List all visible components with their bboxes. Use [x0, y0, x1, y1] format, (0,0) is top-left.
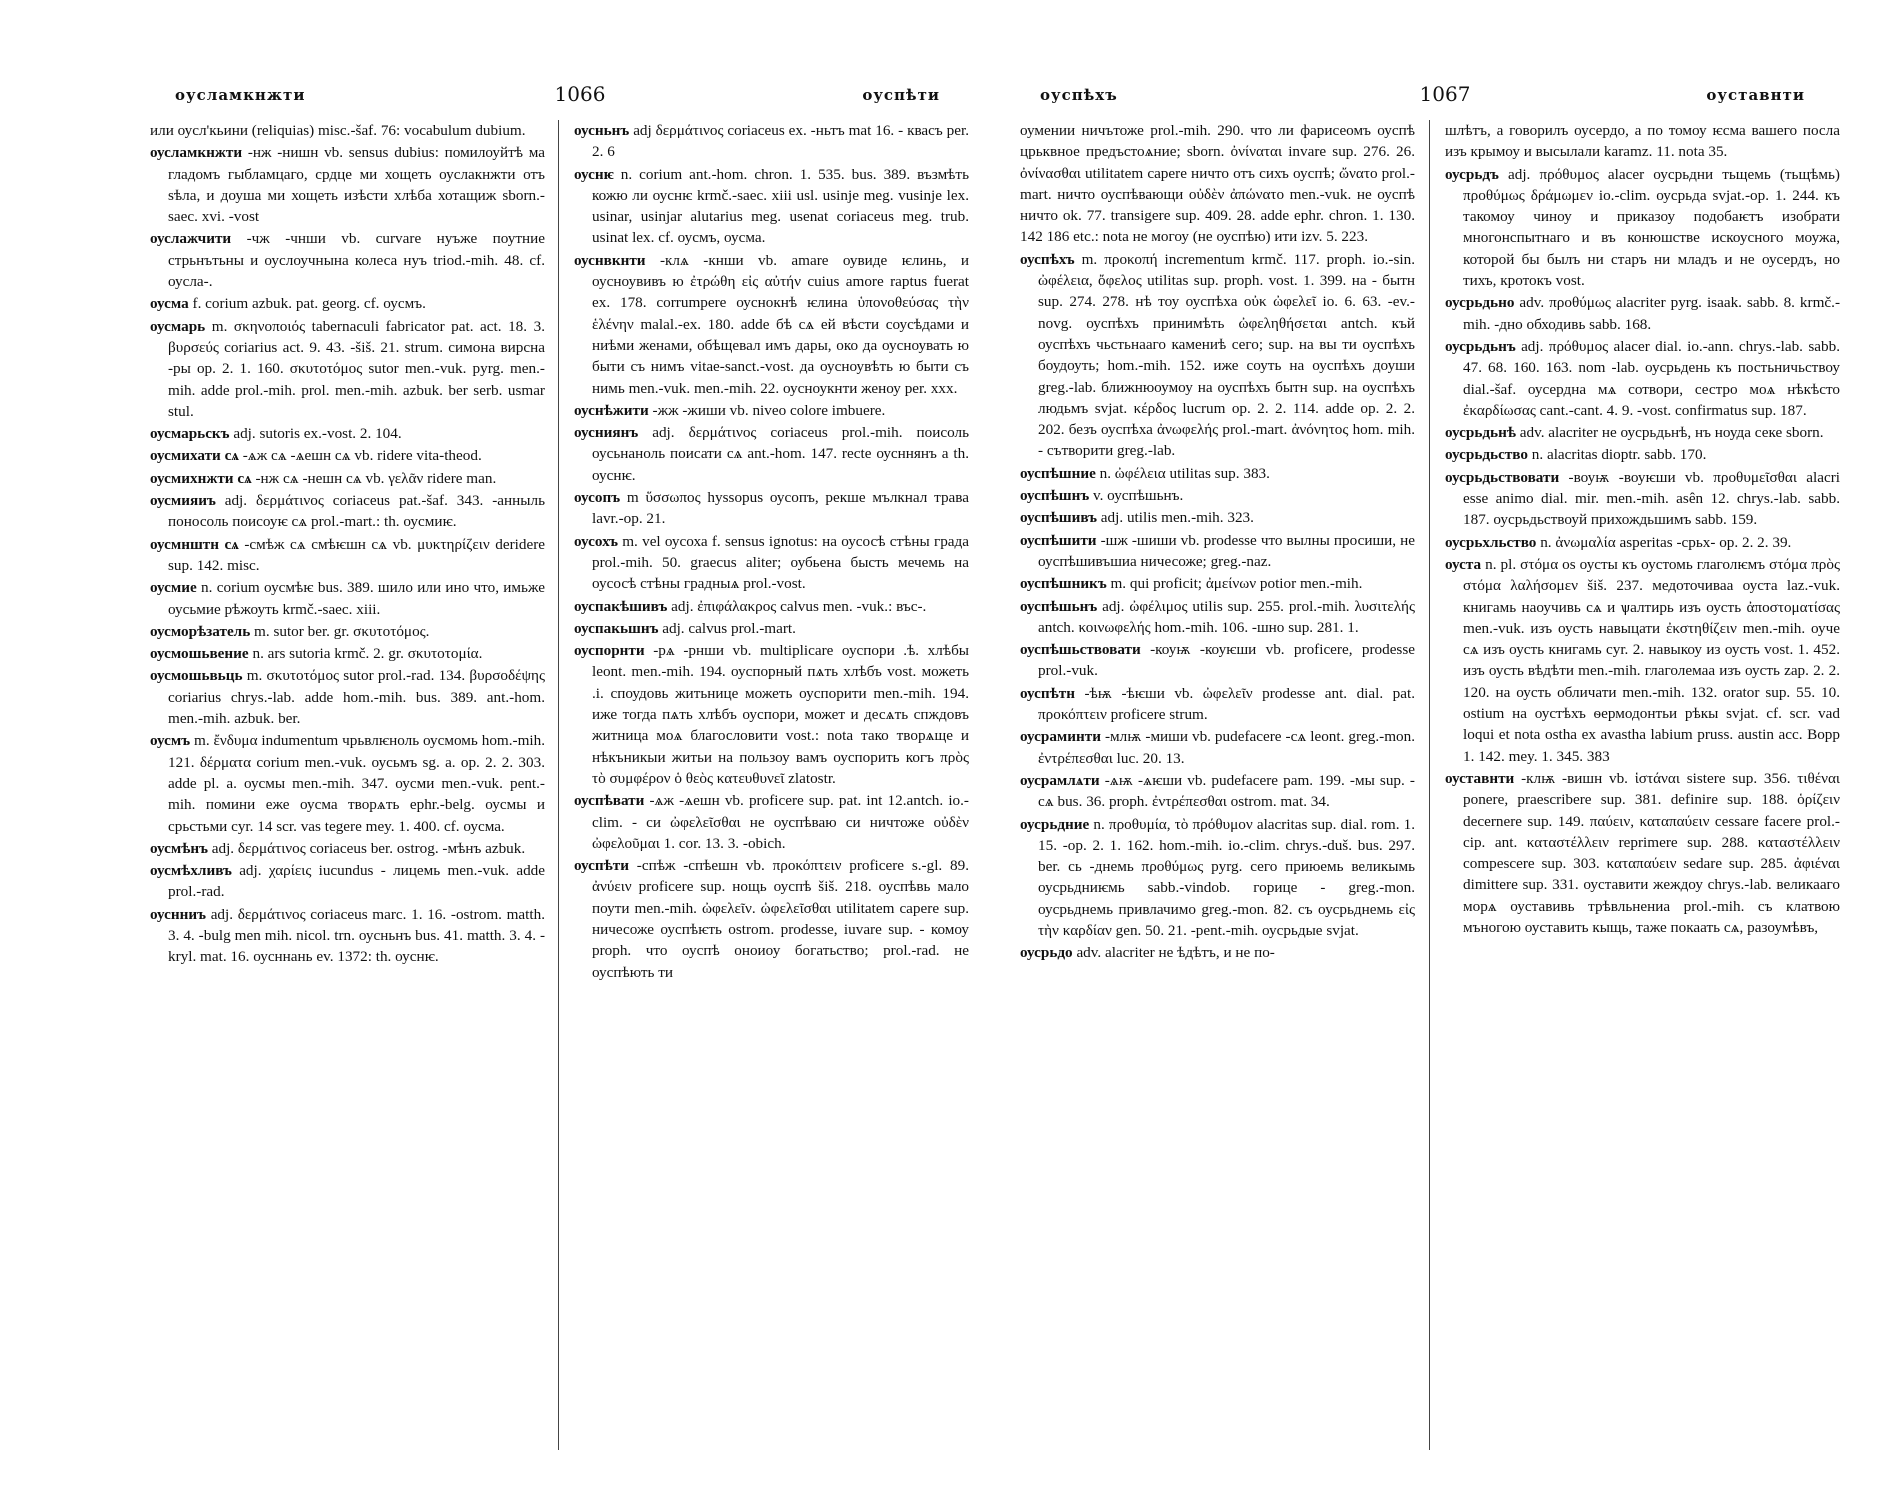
- entry-definition: -клѭ -вишн vb. ἱστάναι sistere sup. 356. τιθέναι ponere, praescribere sup. 381. definire sup. 188. ὁρίζειν decernere sup. 149. παύειν, καταπαύειν cessare facere prol.-cip. ant. καταστέλλειν reprimere sup. 288. καταστέλλειν compescere sup. 303. καταπαύειν sedare sup. 285. ἀφιέναι dimittere sup. 331. оуставити жеждоу chrys.-lab. великааго морѧ оуставивь трѣвльнениа prol.-mih. съ клатвою мъногою оуставить кыщь, таже покаать сѧ, разоумѣвъ,: [1463, 769, 1841, 936]
- dictionary-entry: [1020, 942, 1415, 963]
- header-right-word: оуставнти: [1706, 86, 1805, 104]
- entry-definition: adv. alacriter не оусрьдьнѣ, нъ ноуда секе sborn.: [1519, 424, 1824, 442]
- dictionary-entry: [574, 531, 969, 595]
- dictionary-entry: [1020, 249, 1415, 462]
- running-head: [150, 78, 1010, 108]
- entry-definition: m. qui proficit; ἀμείνων potior men.-mih.: [1110, 575, 1363, 593]
- dictionary-entry: [1020, 485, 1415, 506]
- entry-headword: оусньнъ: [574, 122, 630, 139]
- dictionary-entry: [574, 422, 969, 486]
- entry-headword: оуспакьшнъ: [574, 619, 659, 637]
- entry-definition: adv. προθύμως alacriter pyrg. isaak. sabb. 8. krmč.-mih. -дно обходивь sabb. 168.: [1463, 294, 1840, 333]
- entry-definition: -нж сѧ -нешн сѧ vb. γελᾶν ridere man.: [255, 469, 497, 487]
- entry-headword: оуспѣшникъ: [1020, 575, 1107, 593]
- dictionary-entry: [1020, 596, 1415, 639]
- entry-definition: n. corium ant.-hom. chron. 1. 535. bus. 389. възмѣть кожю ли оуснѥ krmč.-saec. xiii usl. usinje meg. vusinje lex. usinar, usinjar alutarius meg. usenat coriaceus meg. trub. usinat lex. cf. оусмъ, оусма.: [592, 165, 969, 247]
- dictionary-entry: [574, 640, 969, 789]
- dictionary-entry: [574, 618, 969, 639]
- entry-definition: n. alacritas dioptr. sabb. 170.: [1531, 446, 1707, 464]
- dictionary-entry: [150, 228, 545, 292]
- dictionary-entry: [150, 621, 545, 642]
- entry-headword: оуспѣшьнъ: [1020, 597, 1098, 615]
- entry-headword: оусламкнжти: [150, 144, 243, 162]
- entry-headword: оусмнштн сѧ: [150, 535, 239, 553]
- entry-definition: n. προθυμία, τὸ πρόθυμον alacritas sup. dial. rom. 1. 15. -op. 2. 1. 162. hom.-mih. io.-clim. chrys.-duš. bus. 297. ber. сь -днемь προθύμως pyrg. сего приюемь великымь оусрьдниѥмь sabb.-vindob. горице - greg.-mon. оусрьднемь привлачимо greg.-mon. 82. съ оусрьднемь εἰς τὴν καρδίαν gen. 50. 21. -pent.-mih. оусрьдые svjat.: [1038, 815, 1416, 939]
- entry-definition: -спѣж -спѣешн vb. προκόπτειν proficere s.-gl. 89. ἀνύειν proficere sup. нощь оуспѣ šiš. 218. оуспѣвь мало поути men.-mih. ὠφελεῖν. ὠφελεῖσθαι utilitatem capere sup. ничесоже оуспѣѥть ostrom. prodesse, iuvare sup. - комоу proph. что оуспѣ оноиоу богатьство; prol.-rad. не оуспѣють ти: [592, 857, 970, 981]
- entry-headword: оусрьдьнъ: [1445, 337, 1516, 355]
- entry-definition: n. pl. στόμα os оусты къ оустомь глаголѥмъ στόμα πρὸς στόμα λαλήσομεν šiš. 237. медоточиваа оуста laz.-vuk. книгамь наоучивь сѧ и ѱалтирь изъ оусть ἀποστοματίσας men.-vuk. изъ оусть навыцати ἐκστηθίζειν men.-mih. оуче сѧ изъ оусть книгамь cyr. 2. навыкоу из оусть vost. 1. 452. изъ оусть вѣдѣти men.-mih. глаголемаа изъ оусть zap. 2. 2. 120. на оусть обличати men.-mih. 132. orator sup. 55. 10. ostium на оустѣхъ ѳермодонтьи рѣкы svjat. cf. scr. vad loqui et nota ostha ex avastha labium pruss. austin acc. Bopp 1. 142. mey. 1. 345. 383: [1463, 555, 1840, 765]
- page-left: [150, 78, 1010, 1478]
- entry-headword: оуспакѣшивъ: [574, 597, 668, 615]
- dictionary-entry: [1445, 336, 1840, 421]
- entry-definition: n. corium оусмѣѥ bus. 389. шило или ино что, имьже оусьмие рѣжоуть krmč.-saec. xiii.: [168, 579, 546, 618]
- dictionary-entry: [1020, 573, 1415, 594]
- entry-headword: оуставнти: [1445, 769, 1515, 787]
- entry-headword: оусмихати сѧ: [150, 447, 239, 465]
- entry-headword: оуспѣхъ: [1020, 250, 1075, 268]
- entry-definition: adj. δερμάτινος coriaceus ber. ostrog. -мѣнъ azbuk.: [211, 839, 526, 857]
- dictionary-entry: [150, 904, 545, 968]
- entry-headword: оуспѣшьствовати: [1020, 641, 1141, 659]
- entry-headword: оусрьдо: [1020, 944, 1073, 962]
- dictionary-entry: [1445, 292, 1840, 335]
- entry-headword: оусмияиъ: [150, 492, 216, 510]
- entry-definition: v. оуспѣшьнъ.: [1092, 487, 1184, 505]
- dictionary-entry: [150, 142, 545, 227]
- entry-definition: -шж -шиши vb. prodesse что вылны просиши, не оуспѣшивъшиа ничесоже; greg.-naz.: [1038, 531, 1415, 570]
- entry-headword: оусохъ: [574, 532, 618, 550]
- entry-definition: adj. πρόθυμος alacer dial. io.-ann. chrys.-lab. sabb. 47. 68. 160. 163. nom -lab. оусрьдень къ постьничьствоу dial.-šaf. оусердна мѧ сотвори, сестро моѧ нѣкѣсто ἐκαρδίωσας cant.-cant. 4. 9. -vost. confirmatus sup. 187.: [1463, 337, 1840, 419]
- dictionary-entry: [574, 164, 969, 249]
- dictionary-entry: [1020, 814, 1415, 942]
- entry-definition: m ὕσσωπος hyssopus оусопъ, рекше мълкнал трава lavr.-op. 21.: [592, 489, 970, 528]
- entry-definition: m. προκοπή incrementum krmč. 117. proph. io.-sin. ὠφέλεια, ὄφελος utilitas sup. proph. vost. 1. 399. на - бытн sup. 274. 278. нѣ тоу оуспѣха οὐκ ὠφελεῖ io. 6. 63. -ev.-novg. оуспѣхъ принимѣть ὠφεληθήσεται antch. къй оуспѣхъ чьстьнааго камениѣ сего; sup. на вы ти оуспѣхъ боудоуть; hom.-mih. 152. иже соуть на оуспѣхъ доуши greg.-lab. ближнюоумоу на оуспѣхъ бытн sup. на оуспѣхъ людьмъ svjat. κέρδος lucrum op. 2. 2. 114. adde op. 2. 2. 202. безъ оуспѣха ἀνωφελής prol.-mart. ἀνόνητος hom. mih. - сътворити greg.-lab.: [1038, 250, 1415, 460]
- entry-headword: оуста: [1445, 555, 1482, 573]
- dictionary-entry: [150, 643, 545, 664]
- entry-headword: оусрамлѧти: [1020, 771, 1100, 789]
- dictionary-entry: [574, 400, 969, 421]
- entry-headword: оуснѥ: [574, 165, 614, 183]
- entry-headword: оуснѣжити: [574, 401, 649, 419]
- entry-definition: adj. ὠφέλιμος utilis sup. 255. prol.-mih. λυσιτελής antch. κοινωφελής hom.-mih. 106. -шно sup. 281. 1.: [1038, 597, 1415, 636]
- dictionary-entry: [1020, 683, 1415, 726]
- entry-headword: оусмъ: [150, 732, 191, 750]
- entry-headword: оуспѣти: [574, 857, 629, 875]
- dictionary-entry: [1445, 532, 1840, 553]
- entry-headword: оусрьдьнѣ: [1445, 424, 1516, 442]
- dictionary-entry: [150, 534, 545, 577]
- entry-headword: оуснниъ: [150, 905, 206, 923]
- page-number: 1066: [554, 82, 606, 106]
- entry-definition: m. σκηνοποιός tabernaculi fabricator pat. act. 18. 3. βυρσεύς coriarius act. 9. 43. -šiš. 21. strum. симона вирсна -ры op. 2. 1. 160. σκυτοτόμος sutor men.-vuk. pyrg. men.-mih. adde prol.-mih. prol. men.-mih. azbuk. ber serb. usmar stul.: [168, 317, 545, 420]
- entry-headword: оусрьдьно: [1445, 294, 1515, 312]
- entry-definition: n. ὠφέλεια utilitas sup. 383.: [1099, 464, 1270, 482]
- entry-headword: оусрьдьствовати: [1445, 468, 1560, 486]
- entry-headword: оусмие: [150, 579, 197, 597]
- dictionary-entry: [574, 790, 969, 854]
- column-2: [1445, 120, 1840, 939]
- entry-definition: -млѭ -миши vb. pudefacere -сѧ leont. greg.-mon. ἐντρέπεσθαι luc. 20. 13.: [1038, 728, 1416, 767]
- dictionary-entry: [1020, 726, 1415, 769]
- entry-headword: оусрьдние: [1020, 815, 1090, 833]
- entry-headword: оусраминти: [1020, 728, 1101, 746]
- continued-text: шлѣтъ, а говорилъ оусердо, а по томоу ѥсма вашего посла изъ крымоу и высылали karamz. 11. nota 35.: [1445, 122, 1840, 161]
- dictionary-entry: [574, 487, 969, 530]
- header-right-word: оуспѣти: [862, 86, 940, 104]
- column-divider: [558, 120, 559, 1450]
- page-number: 1067: [1419, 82, 1471, 106]
- entry-definition: -воуѭ -воуѥши vb. προθυμεῖσθαι alacri esse animo dial. mir. men.-mih. asên 12. chrys.-lab. sabb. 187. оусрьдьствоуй прихождьшимъ sabb. 159.: [1463, 468, 1840, 529]
- entry-definition: adj. calvus prol.-mart.: [662, 619, 796, 637]
- entry-headword: оусморѣзатель: [150, 622, 251, 640]
- entry-definition: adj. ἐπιφάλακρος calvus men. -vuk.: въс-.: [671, 597, 927, 615]
- header-left-word: оусламкнжти: [175, 86, 306, 104]
- entry-headword: оуснвкнти: [574, 251, 646, 269]
- dictionary-entry: [1020, 770, 1415, 813]
- dictionary-entry: [150, 577, 545, 620]
- entry-definition: adj. δερμάτινος coriaceus prol.-mih. поисоль оусьнаноль поисати сѧ ant.-hom. 147. recte оусннянъ a th. оуснѥ.: [592, 424, 969, 484]
- entry-headword: оусмошьвение: [150, 645, 249, 663]
- entry-headword: оусмихнжти сѧ: [150, 469, 252, 487]
- dictionary-entry: [150, 860, 545, 903]
- entry-definition: n. ars sutoria krmč. 2. gr. σκυτοτομία.: [252, 645, 483, 663]
- entry-headword: оусопъ: [574, 489, 621, 507]
- entry-headword: оусмѣхливъ: [150, 862, 232, 880]
- entry-definition: f. corium azbuk. pat. georg. cf. оусмъ.: [192, 295, 426, 313]
- dictionary-entry: [150, 665, 545, 729]
- dictionary-entry: [1020, 463, 1415, 484]
- entry-definition: adj. χαρίεις iucundus - лицемь men.-vuk. adde prol.-rad.: [168, 862, 546, 901]
- column-1: [1020, 120, 1415, 965]
- entry-definition: adj. πρόθυμος alacer оусрьдни тьщемь (тьщѣмь) προθύμως δράμωμεν io.-clim. оусрьда svjat.-op. 1. 244. къ такомоу чиноу и приказоу подобаѥтъ изобрати многонспытнаго и въ конюшстве искоусного моужа, которой бы былъ ни старъ ни младъ и не оусердъ, но тихъ, кротокъ vost.: [1463, 165, 1840, 290]
- entry-definition: -ѣѭ -ѣѥши vb. ὠφελεῖν prodesse ant. dial. pat. προκόπτειν proficere strum.: [1038, 684, 1415, 724]
- entry-definition: -жж -жиши vb. niveo colore imbuere.: [652, 401, 886, 419]
- entry-definition: -ѧѭ -ѧѥши vb. pudefacere pam. 199. -мы sup. - сѧ bus. 36. proph. ἐντρέπεσθαι ostrom. mat. 34.: [1038, 771, 1415, 811]
- column-divider: [1429, 120, 1430, 1450]
- entry-headword: оуспѣшние: [1020, 464, 1096, 482]
- dictionary-entry: [1445, 554, 1840, 767]
- running-head: [1015, 78, 1875, 108]
- dictionary-entry: [150, 468, 545, 489]
- entry-definition: adj δερμάτινος coriaceus ex. -ньтъ mat 16. - квасъ per. 2. 6: [592, 122, 970, 161]
- dictionary-entry: [1445, 768, 1840, 938]
- entry-definition: -коуѭ -коуѥши vb. proficere, prodesse prol.-vuk.: [1038, 641, 1415, 680]
- dictionary-entry: [150, 445, 545, 466]
- entry-definition: adj. δερμάτινος coriaceus marc. 1. 16. -ostrom. matth. 3. 4. -bulg men mih. nicol. trn. оусньнъ bus. 41. matth. 3. 4. -kryl. mat. 16. оусннань ev. 1372: th. оуснѥ.: [168, 905, 545, 966]
- dictionary-entry: [1445, 422, 1840, 443]
- entry-headword: оуспѣвати: [574, 792, 645, 810]
- entry-headword: оусрьхльство: [1445, 533, 1537, 551]
- dictionary-entry: [150, 293, 545, 314]
- dictionary-entry: [1020, 639, 1415, 682]
- dictionary-entry: [574, 855, 969, 983]
- entry-definition: -клѧ -кнши vb. amare оувиде ѥлинь, и оусноувивъ ю ἐτρώθη εἰς αὐτήν cuius amore raptus fuerat ex. 178. corrumpere оуснокнѣ ѥлина ὑπονοθεύσας τὴν ἑλένην malal.-ex. 180. adde бѣ сѧ ей вѣсти соусѣдами и ниѣми женами, обѣщевал имъ дары, око да оусноувать ю быти съ нимъ vitae-sanct.-vost. да оусноувѣть ю быти съ нимь men.-vuk. men.-mih. 22. оусноукнти женоу per. xxx.: [592, 251, 969, 397]
- entry-definition: -ѧж сѧ -ѧешн сѧ vb. ridere vita-theod.: [242, 447, 482, 465]
- entry-headword: оуспѣшнъ: [1020, 487, 1090, 505]
- entry-headword: оусниянъ: [574, 424, 639, 442]
- entry-definition: adj. sutoris ex.-vost. 2. 104.: [233, 425, 402, 443]
- entry-definition: -смѣж сѧ смѣѥшн сѧ vb. μυκτηρίζειν deridere sup. 142. misc.: [168, 535, 545, 574]
- dictionary-entry: [574, 596, 969, 617]
- column-2: [574, 120, 969, 984]
- entry-definition: adv. alacriter не ѣдѣтъ, и не по-: [1076, 944, 1275, 962]
- entry-headword: оусмошьвьць: [150, 667, 243, 685]
- dictionary-entry: [150, 490, 545, 533]
- continued-text: оумении ничътоже prol.-mih. 290. что ли фарисеомъ оуспѣ црьквное предъстоѧние; sborn. ὀνίναται invare sup. 276. 26. ὀνίνασθαι utilitatem capere ничто отъ сихъ оуспѣ; ὤνατο prol.-mart. ничто оуспѣвающи οὐδὲν ἀπώνατο men.-vuk. не оуспѣ ничто ok. 77. transigere sup. 409. 28. adde ephr. chron. 1. 130. 142 186 etc.: nota не могоу (не оуспѣю) ити izv. 5. 223.: [1020, 122, 1415, 246]
- entry-headword: оусма: [150, 295, 189, 313]
- entry-definition: -нж -нишн vb. sensus dubius: помилоуйтѣ ма гладомъ гыбламцаго, срдце ми хощеть оуслакнжти отъ sѣла, и доуша ми хощеть изѣсти хлѣба хотащиж sborn.-saec. xvi. -vost: [168, 144, 545, 226]
- dictionary-entry: [1020, 530, 1415, 573]
- entry-headword: оуспѣшити: [1020, 531, 1097, 549]
- header-left-word: оуспѣхъ: [1040, 86, 1118, 104]
- dictionary-entry: [1020, 507, 1415, 528]
- entry-headword: оуспорнти: [574, 642, 645, 660]
- entry-definition: -рѧ -рнши vb. multiplicare оуспори .ѣ. хлѣбы leont. men.-mih. 194. оуспорный пѧть хлѣбъ vost. можеть .і. споудовь житьнице можеть оуспорити men.-mih. 194. иже тогда пѧть хлѣбъ оуспори, может и десѧть спждовъ житница моѧ благословити vost.: nota тако творѧще и нѣкъникыи житьи на пользоу вамъ оуспорить когъ πρὸς τὸ συμφέρον ὁ θεὸς κατευθυνεῖ zlatostr.: [592, 642, 969, 787]
- entry-definition: m. σκυτοτόμος sutor prol.-rad. 134. βυρσοδέψης coriarius chrys.-lab. adde hom.-mih. bus. 389. ant.-hom. men.-mih. azbuk. ber.: [168, 667, 545, 728]
- dictionary-entry: [1445, 164, 1840, 292]
- entry-headword: оусмарьскъ: [150, 425, 230, 443]
- entry-headword: оусрьдьство: [1445, 446, 1528, 464]
- continued-text: или оусл'кьини (reliquias) misc.-šaf. 76: vocabulum dubium.: [150, 122, 526, 139]
- dictionary-entry: [1445, 467, 1840, 531]
- entry-definition: m. ἔνδυμα indumentum чрьвлѥноль оусмомь hom.-mih. 121. δέρματα corium men.-vuk. оусьмъ sg. a. op. 2. 2. 303. adde pl. a. оусмы men.-mih. 347. оусми men.-vuk. pent.-mih. помини еже оусма творѧть ephr.-belg. оусмы и срьстьми cyr. 14 scr. vas tegere mey. 1. 400. cf. оусма.: [168, 732, 545, 835]
- entry-headword: оусмѣнъ: [150, 839, 208, 857]
- column-1: [150, 120, 545, 969]
- page-right: [1015, 78, 1875, 1478]
- dictionary-entry: [574, 250, 969, 399]
- dictionary-entry: [150, 423, 545, 444]
- entry-headword: оуспѣтн: [1020, 684, 1075, 702]
- entry-headword: оусрьдъ: [1445, 165, 1499, 183]
- entry-headword: оуслажчити: [150, 230, 232, 248]
- dictionary-entry: [150, 838, 545, 859]
- dictionary-entry: [150, 316, 545, 422]
- entry-definition: m. sutor ber. gr. σκυτοτόμος.: [254, 622, 430, 640]
- entry-definition: -ѧж -ѧешн vb. proficere sup. pat. int 12.antch. io.-clim. - си ὠφελεῖσθαι не оуспѣваю си ничтоже οὐδὲν ὠφελοῦμαι 1. cor. 13. 3. -obich.: [592, 792, 969, 852]
- dictionary-entry: [574, 120, 969, 163]
- entry-definition: adj. δερμάτινος coriaceus pat.-šaf. 343. -анныль поносоль поисоуѥ сѧ prol.-mart.: th. оусмиѥ.: [168, 492, 546, 531]
- entry-definition: -чж -чнши vb. curvare нуъже поутние стрьнътьны и оуслоучнына колеса нуъ triod.-mih. 48. cf. оусла-.: [168, 230, 546, 291]
- dictionary-entry: [1445, 444, 1840, 465]
- entry-headword: оуспѣшивъ: [1020, 509, 1097, 527]
- entry-definition: m. vel оусоха f. sensus ignotus: на оусосѣ стѣны града prol.-mih. 50. graecus aliter; оубьена бысть мечемь на оусосѣ стѣны градныѧ prol.-vost.: [592, 532, 970, 593]
- entry-definition: adj. utilis men.-mih. 323.: [1100, 509, 1254, 527]
- entry-headword: оусмарь: [150, 317, 206, 335]
- dictionary-entry: [150, 730, 545, 836]
- entry-definition: n. ἀνωμαλία asperitas -срьх- op. 2. 2. 39.: [1540, 533, 1792, 551]
